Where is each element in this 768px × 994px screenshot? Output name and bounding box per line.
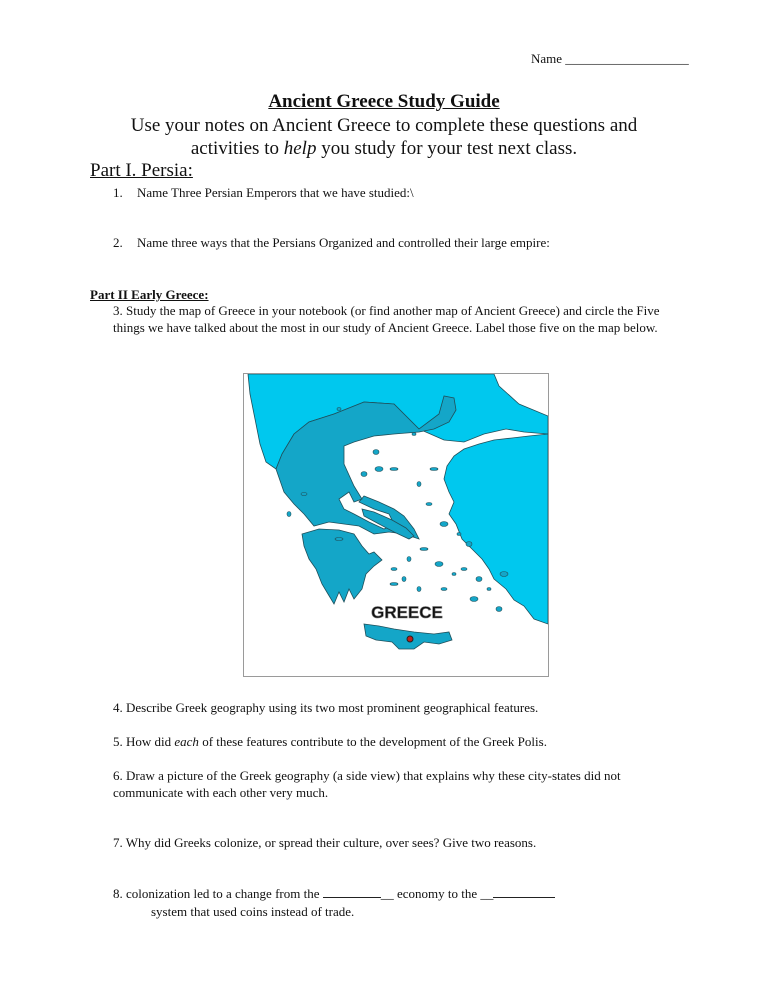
island — [470, 597, 478, 602]
island — [390, 468, 398, 471]
island — [426, 503, 432, 506]
island — [476, 577, 482, 582]
instructions-emphasis: help — [283, 138, 317, 159]
question-6: 6. Draw a picture of the Greek geography (a side view) that explains why these city-states did not communicate with each other very much. — [113, 768, 621, 800]
answer-blank-2[interactable] — [493, 886, 555, 898]
page-title: Ancient Greece Study Guide — [268, 91, 500, 112]
island — [391, 568, 397, 571]
question-8-continued: system that used coins instead of trade. — [151, 904, 355, 919]
island — [500, 572, 508, 577]
question-emphasis: each — [174, 734, 199, 749]
island — [452, 573, 456, 576]
island — [487, 588, 491, 591]
island — [440, 522, 448, 527]
instructions-line-2 — [0, 137, 768, 160]
island — [435, 562, 443, 567]
question-8 — [113, 885, 555, 902]
question-text: 8. colonization led to a change from the — [113, 886, 323, 901]
island — [430, 468, 438, 471]
section-heading-part2: Part II Early Greece: — [90, 287, 209, 302]
name-blank[interactable]: ___________________ — [565, 51, 689, 66]
instructions-text: activities to — [190, 138, 284, 159]
island — [335, 538, 343, 541]
island — [417, 482, 421, 487]
name-field[interactable] — [531, 51, 689, 67]
island — [373, 450, 379, 455]
greece-map — [243, 373, 549, 677]
island — [461, 568, 467, 571]
question-7: 7. Why did Greeks colonize, or spread their culture, over sees? Give two reasons. — [113, 835, 537, 850]
instructions-line-1: Use your notes on Ancient Greece to complete these questions and — [130, 115, 638, 136]
island — [420, 548, 428, 551]
section-heading-part1: Part I. Persia: — [90, 160, 193, 181]
question-number: 2. — [113, 235, 123, 250]
island — [417, 587, 421, 592]
island — [496, 607, 502, 612]
answer-blank-1[interactable] — [323, 886, 381, 898]
greece-map-image — [244, 374, 548, 676]
question-4: 4. Describe Greek geography using its two most prominent geographical features. — [113, 700, 539, 715]
name-label: Name — [531, 51, 563, 66]
island — [287, 512, 291, 517]
island — [441, 588, 447, 591]
island — [407, 557, 411, 562]
island — [301, 493, 307, 496]
question-2 — [113, 234, 550, 251]
island — [457, 533, 461, 536]
instructions — [0, 114, 768, 160]
instructions-text: you study for your test next class. — [316, 138, 578, 159]
island — [402, 577, 406, 582]
question-number: 1. — [113, 185, 123, 200]
map-label-greece: GREECE — [371, 603, 443, 622]
question-5 — [113, 733, 547, 750]
blank-tail: __ — [380, 886, 394, 901]
island — [361, 472, 367, 477]
question-text: Name three ways that the Persians Organized and controlled their large empire: — [137, 235, 550, 250]
question-text: 5. How did — [113, 734, 175, 749]
island — [390, 583, 398, 586]
question-3: 3. Study the map of Greece in your notebook (or find another map of Ancient Greece) and circle the Five things we have talked about the most in our study of Ancient Greece. Label those five on the map below. — [113, 303, 660, 335]
question-text: economy to the — [393, 886, 481, 901]
question-text: of these features contribute to the development of the Greek Polis. — [198, 734, 547, 749]
question-1 — [113, 184, 414, 201]
capital-marker — [407, 636, 413, 642]
question-text: Name Three Persian Emperors that we have studied:\ — [137, 185, 414, 200]
blank-head: __ — [480, 886, 494, 901]
island — [375, 467, 383, 472]
island — [337, 408, 341, 411]
island — [412, 433, 416, 436]
island — [466, 542, 472, 547]
